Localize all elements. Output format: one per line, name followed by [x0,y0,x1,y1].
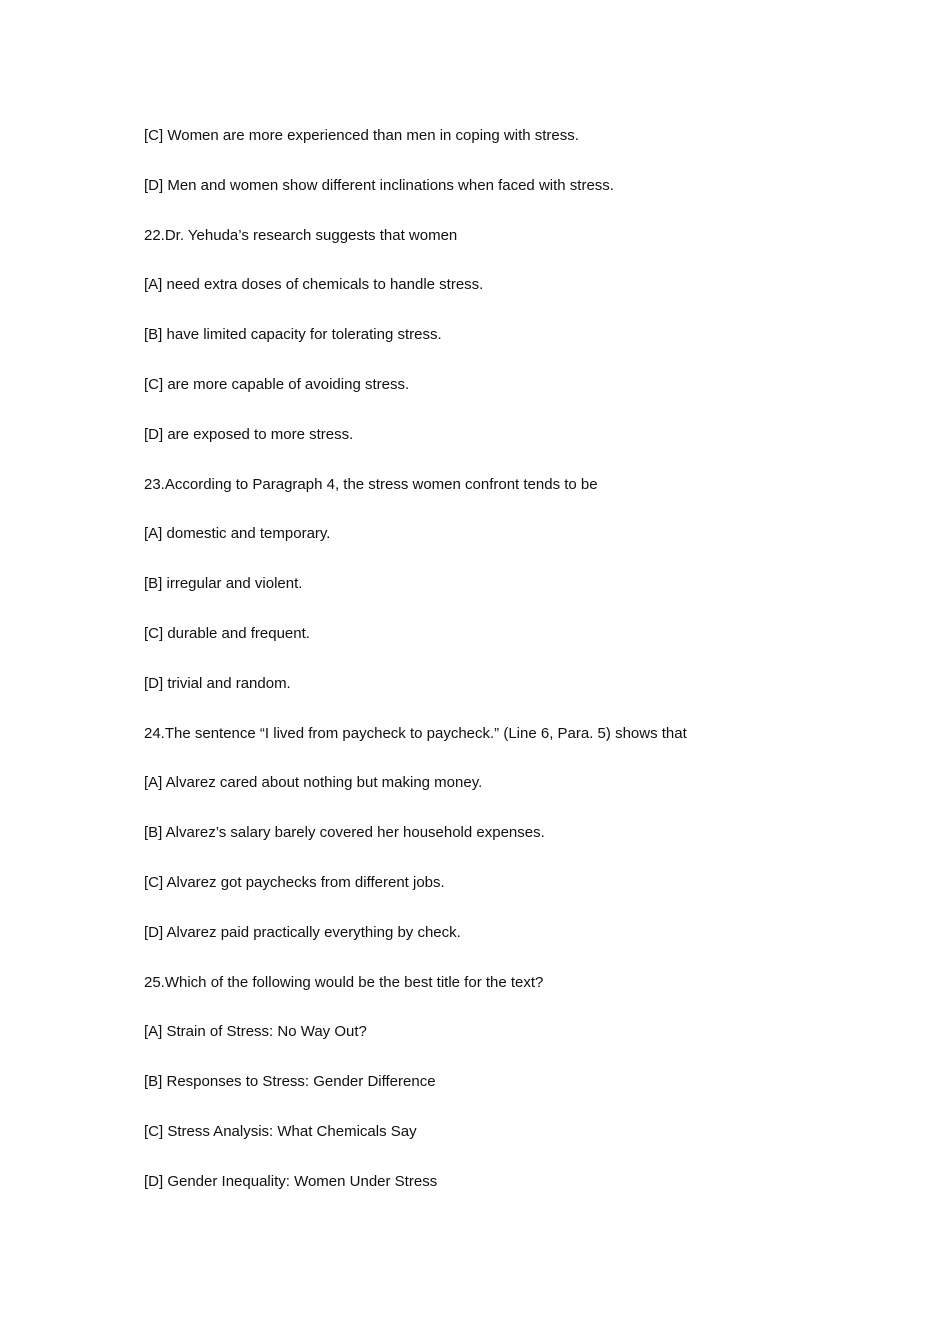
option-21-c: [C] Women are more experienced than men in coping with stress. [144,127,579,144]
option-23-d: [D] trivial and random. [144,674,291,692]
question-25: 25.Which of the following would be the best title for the text? [144,973,544,991]
option-25-d: [D] Gender Inequality: Women Under Stress [144,1172,438,1190]
option-22-b: [B] have limited capacity for tolerating stress. [144,326,442,344]
question-24: 24.The sentence “I lived from paycheck to paycheck.” (Line 6, Para. 5) shows that [144,724,687,742]
option-22-a: [A] need extra doses of chemicals to handle stress. [144,276,484,294]
option-25-a: [A] Strain of Stress: No Way Out? [144,1023,367,1041]
option-22-c: [C] are more capable of avoiding stress. [144,375,410,393]
option-25-c: [C] Stress Analysis: What Chemicals Say [144,1122,417,1140]
option-22-d: [D] are exposed to more stress. [144,425,354,443]
option-21-d: [D] Men and women show different inclinations when faced with stress. [144,176,614,194]
question-22: 22.Dr. Yehuda’s research suggests that women [144,226,458,244]
option-24-a: [A] Alvarez cared about nothing but making money. [144,774,483,792]
option-24-b: [B] Alvarez’s salary barely covered her household expenses. [144,824,545,842]
option-23-a: [A] domestic and temporary. [144,525,331,543]
document-body [144,126,844,1222]
option-23-c: [C] durable and frequent. [144,624,310,642]
question-23: 23.According to Paragraph 4, the stress women confront tends to be [144,475,598,493]
option-25-b: [B] Responses to Stress: Gender Difference [144,1073,436,1091]
option-23-b: [B] irregular and violent. [144,575,303,593]
option-24-c: [C] Alvarez got paychecks from different jobs. [144,873,445,891]
option-24-d: [D] Alvarez paid practically everything by check. [144,923,461,941]
